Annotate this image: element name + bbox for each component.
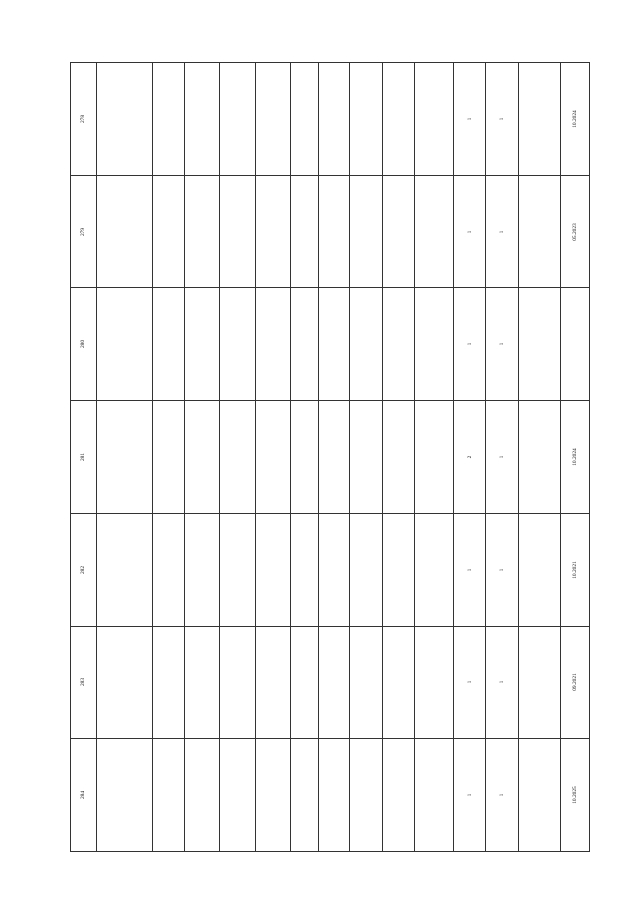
table-cell bbox=[96, 739, 152, 851]
table-cell: 1 bbox=[453, 63, 486, 175]
table-cell bbox=[96, 627, 152, 739]
table-cell bbox=[255, 63, 290, 175]
table-cell: 05.2023 bbox=[560, 176, 589, 288]
table-cell bbox=[518, 514, 560, 626]
table-cell bbox=[152, 401, 185, 513]
table-cell: 1 bbox=[485, 627, 518, 739]
table-cell bbox=[382, 627, 415, 739]
table-cell bbox=[152, 627, 185, 739]
table-cell bbox=[184, 739, 219, 851]
table-cell bbox=[219, 401, 255, 513]
table-row bbox=[71, 175, 589, 288]
table-cell: 1 bbox=[485, 176, 518, 288]
table-cell bbox=[382, 401, 415, 513]
table-cell bbox=[184, 63, 219, 175]
table-cell bbox=[349, 514, 382, 626]
table-cell: 278 bbox=[80, 114, 87, 123]
table-cell bbox=[318, 514, 349, 626]
table-cell bbox=[382, 176, 415, 288]
table-cell bbox=[349, 288, 382, 400]
table-cell bbox=[518, 739, 560, 851]
table-cell: 10.2025 bbox=[560, 739, 589, 851]
table-cell: 1 bbox=[453, 288, 486, 400]
table-cell bbox=[318, 288, 349, 400]
table-cell bbox=[414, 401, 452, 513]
table-cell bbox=[152, 63, 185, 175]
table-cell: 1 bbox=[453, 514, 486, 626]
table-cell bbox=[518, 288, 560, 400]
table-cell bbox=[219, 514, 255, 626]
equipment-table bbox=[70, 62, 590, 852]
table-row bbox=[71, 626, 589, 739]
table-cell bbox=[318, 176, 349, 288]
table-cell bbox=[414, 739, 452, 851]
table-cell bbox=[184, 514, 219, 626]
table-cell bbox=[255, 627, 290, 739]
table-cell: 280 bbox=[80, 340, 87, 349]
table-cell bbox=[152, 514, 185, 626]
table-cell bbox=[290, 627, 319, 739]
table-row bbox=[71, 400, 589, 513]
table-cell: 1 bbox=[485, 288, 518, 400]
table-cell bbox=[96, 176, 152, 288]
table-cell bbox=[349, 739, 382, 851]
table-cell bbox=[152, 176, 185, 288]
table-cell: 283 bbox=[80, 678, 87, 687]
table-cell: 10.2024 bbox=[560, 401, 589, 513]
table-cell bbox=[290, 401, 319, 513]
table-cell bbox=[96, 401, 152, 513]
table-cell bbox=[96, 288, 152, 400]
table-cell bbox=[414, 176, 452, 288]
table-cell bbox=[255, 514, 290, 626]
table-cell bbox=[255, 739, 290, 851]
table-cell: 1 bbox=[485, 401, 518, 513]
table-cell: 10.2024 bbox=[560, 63, 589, 175]
table-cell bbox=[184, 288, 219, 400]
table-cell: 09.2021 bbox=[560, 627, 589, 739]
table-cell bbox=[184, 627, 219, 739]
table-cell: 1 bbox=[453, 176, 486, 288]
table-cell bbox=[382, 739, 415, 851]
table-cell: 284 bbox=[80, 791, 87, 800]
table-cell: 2 bbox=[453, 401, 486, 513]
table-cell bbox=[414, 288, 452, 400]
table-cell bbox=[290, 514, 319, 626]
table-cell bbox=[255, 176, 290, 288]
table-cell bbox=[318, 401, 349, 513]
table-cell bbox=[560, 288, 589, 400]
table-cell bbox=[219, 739, 255, 851]
table-cell bbox=[219, 288, 255, 400]
table-cell: 10.2021 bbox=[560, 514, 589, 626]
table-cell bbox=[318, 63, 349, 175]
table-cell bbox=[382, 63, 415, 175]
table-cell bbox=[349, 627, 382, 739]
table-cell bbox=[96, 514, 152, 626]
table-cell bbox=[318, 627, 349, 739]
table-cell bbox=[318, 739, 349, 851]
table-cell bbox=[518, 627, 560, 739]
table-cell bbox=[414, 514, 452, 626]
table-cell bbox=[518, 176, 560, 288]
table-cell bbox=[219, 176, 255, 288]
table-cell bbox=[184, 401, 219, 513]
table-cell bbox=[382, 514, 415, 626]
table-cell: 279 bbox=[80, 227, 87, 236]
table-cell: 1 bbox=[485, 63, 518, 175]
table-cell bbox=[290, 739, 319, 851]
table-cell: 1 bbox=[453, 739, 486, 851]
table-cell bbox=[96, 63, 152, 175]
table-cell: 1 bbox=[453, 627, 486, 739]
table-cell bbox=[518, 63, 560, 175]
table-cell bbox=[255, 401, 290, 513]
table-cell bbox=[219, 63, 255, 175]
table-row bbox=[71, 738, 589, 851]
table-cell bbox=[518, 401, 560, 513]
table-cell bbox=[414, 627, 452, 739]
table-row bbox=[71, 63, 589, 175]
table-cell bbox=[219, 627, 255, 739]
table-cell bbox=[349, 63, 382, 175]
table-cell bbox=[152, 288, 185, 400]
table-cell bbox=[290, 63, 319, 175]
table-cell bbox=[349, 176, 382, 288]
table-row bbox=[71, 513, 589, 626]
table-cell bbox=[255, 288, 290, 400]
table-cell: 282 bbox=[80, 565, 87, 574]
table-cell bbox=[414, 63, 452, 175]
table-cell bbox=[290, 288, 319, 400]
table-cell bbox=[184, 176, 219, 288]
table-cell: 1 bbox=[485, 514, 518, 626]
table-cell bbox=[290, 176, 319, 288]
table-cell: 1 bbox=[485, 739, 518, 851]
table-row bbox=[71, 287, 589, 400]
table-cell: 281 bbox=[80, 452, 87, 462]
table-cell bbox=[152, 739, 185, 851]
table-cell bbox=[349, 401, 382, 513]
table-cell bbox=[382, 288, 415, 400]
